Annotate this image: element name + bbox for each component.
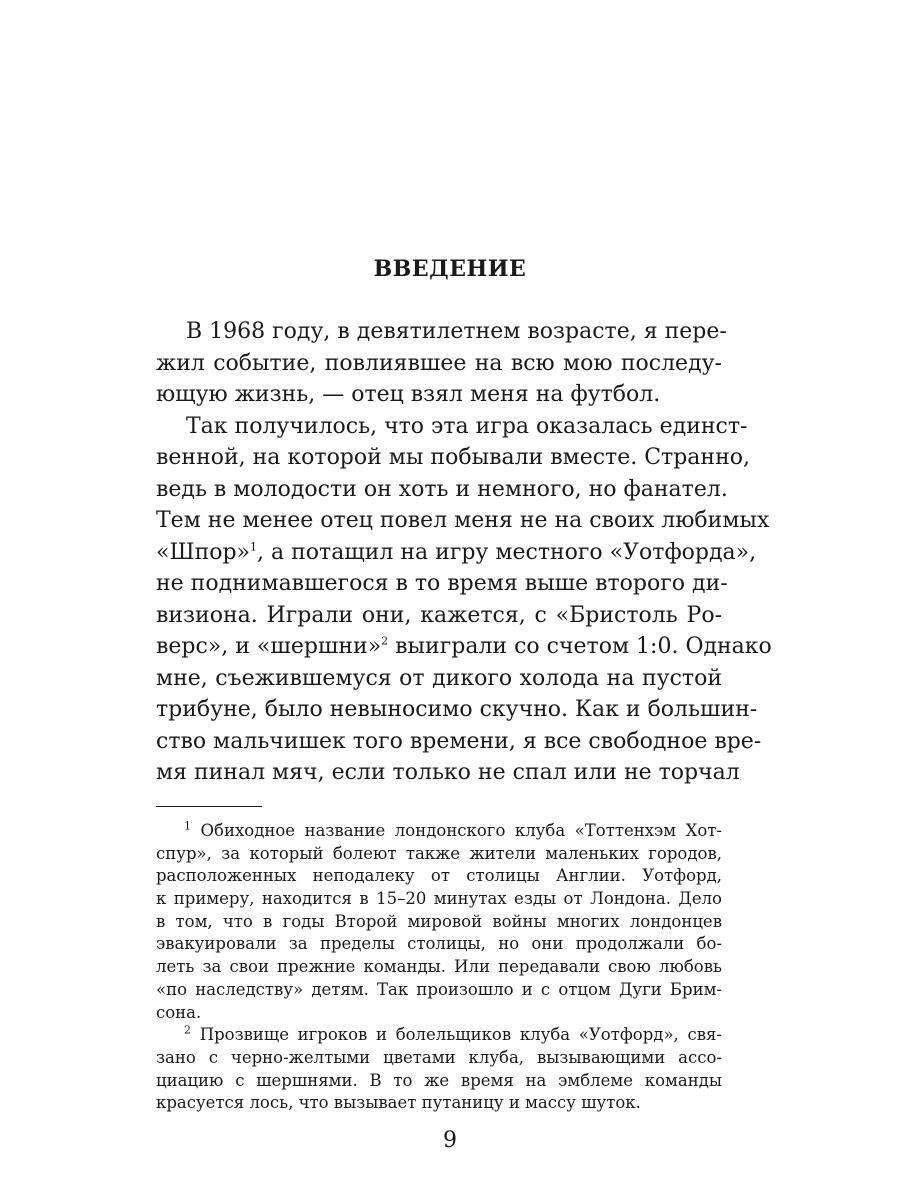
text-line <box>156 631 772 663</box>
page-number: 9 <box>443 1128 457 1153</box>
footnote-number: 1 <box>184 819 191 833</box>
text-line: визиона. Играли они, кажется, с «Бристоль Ро- <box>156 602 722 628</box>
text-line: мне, съежившемуся от дикого холода на пустой <box>156 665 722 691</box>
footnote-line: к примеру, находится в 15–20 минутах езды от Лондона. Дело <box>156 889 722 909</box>
footnote-line: леть за свои прежние команды. Или передавали свою любовь <box>156 957 722 977</box>
text-segment: «Шпор» <box>156 539 251 565</box>
text-line: ведь в молодости он хоть и немного, но фанател. <box>156 476 728 502</box>
footnote-line <box>156 820 722 843</box>
text-line: не поднимавшегося в то время выше второго ди- <box>156 571 728 596</box>
footnote-divider <box>156 806 262 807</box>
footnote-line: расположенных неподалеку от столицы Англии. Уотфорд, <box>156 866 722 886</box>
footnote-line: эвакуировали за пределы столицы, но они продолжали бо- <box>156 934 722 954</box>
text-line: В 1968 году, в девятилетнем возрасте, я пере- <box>186 319 727 344</box>
footnotes <box>156 820 722 1115</box>
text-line: ющую жизнь, — отец взял меня на футбол. <box>156 382 661 407</box>
text-line: Тем не менее отец повел меня не на своих любимых <box>156 508 770 533</box>
text-line: венной, на которой мы побывали вместе. Странно, <box>156 445 750 470</box>
text-line: ство мальчишек того времени, я все свободное вре- <box>156 728 762 754</box>
footnote-ref[interactable]: 1 <box>250 540 258 554</box>
text-line: Так получилось, что эта игра оказалась единст- <box>186 413 748 439</box>
footnote-line: зано с черно-желтыми цветами клуба, вызывающими ассо- <box>156 1047 722 1067</box>
footnote-line: в том, что в годы Второй мировой войны многих лондонцев <box>156 911 722 931</box>
text-line: жил событие, повлиявшее на всю мою последу- <box>156 350 722 376</box>
text-line: трибуне, было невыносимо скучно. Как и большин- <box>156 697 758 722</box>
text-segment: верс», и «шершни» <box>156 634 382 659</box>
footnote-line <box>156 1024 722 1047</box>
text-segment: Обиходное название лондонского клуба «Тоттенхэм Хот- <box>200 821 722 840</box>
text-line: мя пинал мяч, если только не спал или не торчал <box>156 760 740 785</box>
footnote-number: 2 <box>184 1023 191 1037</box>
text-segment: Прозвище игроков и болельщиков клуба «Уотфорд», свя- <box>199 1025 722 1045</box>
footnote-line: красуется лось, что вызывает путаницу и массу шуток. <box>156 1093 641 1113</box>
text-segment: , а потащил на игру местного «Уотфорда», <box>257 539 757 565</box>
text-segment: выиграли со счетом 1:0. Однако <box>388 634 772 659</box>
footnote-line: спур», за который болеют также жители маленьких городов, <box>156 843 722 863</box>
footnote-line: циацию с шершнями. В то же время на эмблеме команды <box>156 1070 722 1090</box>
text-line <box>156 537 757 569</box>
footnote-line: сона. <box>156 1002 202 1022</box>
body-text <box>156 316 772 789</box>
footnote-ref[interactable]: 2 <box>381 634 389 648</box>
footnote-line: «по наследству» детям. Так произошло и с отцом Дуги Брим- <box>156 979 722 999</box>
chapter-title: ВВЕДЕНИЕ <box>373 256 527 282</box>
